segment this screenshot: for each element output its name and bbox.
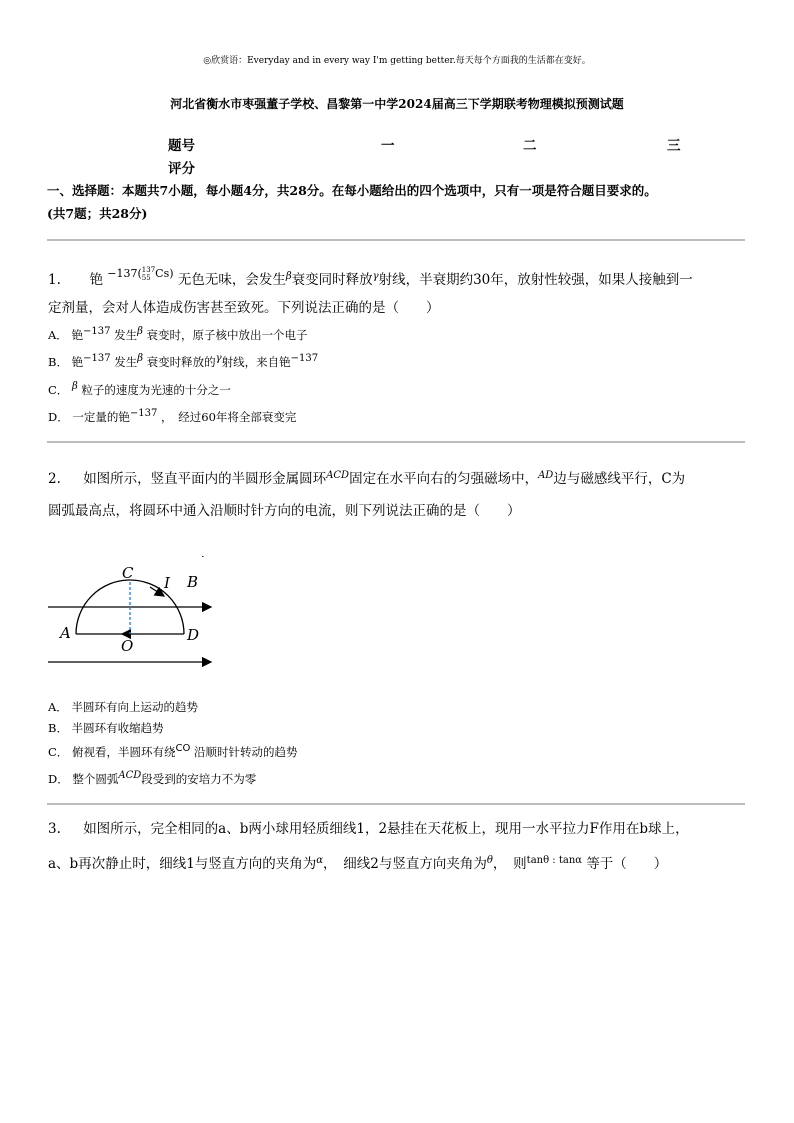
label-i: I: [164, 574, 170, 592]
q3-number: 3.: [48, 821, 61, 837]
q2-option-d: D． 整个圆弧ACD段受到的安培力不为零: [48, 770, 257, 786]
q2-option-b: B． 半圆环有收缩趋势: [48, 721, 164, 735]
gamma-symbol: γ: [372, 271, 379, 282]
beta-symbol: β: [285, 271, 292, 282]
q1-mass-number: −137: [107, 267, 138, 280]
section1-subheading: (共7题；共28分): [47, 206, 148, 221]
separator-line: [47, 239, 745, 241]
q3-line2: a、b再次静止时，细线1与竖直方向的夹角为$^\alpha$， 细线2与竖直方向夹角为$^\theta$， 则$^{tan\theta : tan\alpha}$ 等于（ ）: [48, 855, 668, 872]
exam-title: 河北省衡水市枣强董子学校、昌黎第一中学2024届高三下学期联考物理模拟预测试题: [170, 97, 624, 111]
q2-number: 2.: [48, 471, 61, 487]
q1-option-c: C． β 粒子的速度为光速的十分之一: [48, 381, 231, 397]
q1-nuclide: ( 137 55 Cs): [137, 266, 174, 282]
q1-cesium: 铯: [89, 272, 103, 288]
header-motto: ◎欣赏语：Everyday and in every way I'm getting better.每天每个方面我的生活都在变好。: [203, 56, 591, 66]
q1-option-a: A． 铯−137 发生β 衰变时，原子核中放出一个电子: [48, 326, 308, 342]
label-c: C: [122, 564, 134, 582]
q2-option-c: C． 俯视看，半圆环有绕CO 沿顺时针转动的趋势: [48, 743, 298, 759]
q2-line1: 2. 如图所示，竖直平面内的半圆形金属圆环$^{ACD}$固定在水平向右的匀强磁场中，$^{AD}$边与磁感线平行，C为: [48, 470, 686, 487]
label-a: A: [60, 624, 71, 642]
score-table-row1-label: 题号: [168, 138, 195, 154]
current-arrow-on-arc: [150, 587, 164, 596]
score-table-col3: 三: [667, 138, 681, 154]
q2-semicircle-figure: [46, 556, 221, 671]
label-o: O: [121, 637, 134, 655]
q1-option-d: D． 一定量的铯−137 ， 经过60年将全部衰变完: [48, 408, 297, 424]
section1-heading: 一、选择题：本题共7小题，每小题4分，共28分。在每小题给出的四个选项中，只有一项是符合题目要求的。: [47, 183, 657, 198]
score-table-col2: 二: [523, 138, 537, 154]
label-b: B: [187, 573, 199, 591]
q1-line1: 1. 铯 $^{-137( 137 55 Cs)}$ 无色无味，会发生$^\beta$衰变同时释放$^\gamma$射线，半衰期约30年，放射性较强，如果人接触到一: [48, 266, 693, 288]
q1-option-b: B． 铯−137 发生β 衰变时释放的γ射线，来自铯−137: [48, 353, 319, 369]
q1-number: 1.: [48, 272, 61, 288]
q2-line2: 圆弧最高点，将圆环中通入沿顺时针方向的电流，则下列说法正确的是（ ）: [48, 503, 521, 519]
label-d: D: [187, 626, 200, 644]
q1-line2: 定剂量，会对人体造成伤害甚至致死。下列说法正确的是（ ）: [48, 300, 440, 316]
q2-option-a: A． 半圆环有向上运动的趋势: [48, 700, 198, 714]
score-table-col1: 一: [381, 138, 395, 154]
separator-line: [47, 441, 745, 443]
q3-line1: 3. 如图所示，完全相同的a、b两小球用轻质细线1，2悬挂在天花板上，现用一水平拉力F作用在b球上，: [48, 821, 689, 837]
separator-line: [47, 803, 745, 805]
score-table-row2-label: 评分: [168, 161, 195, 177]
